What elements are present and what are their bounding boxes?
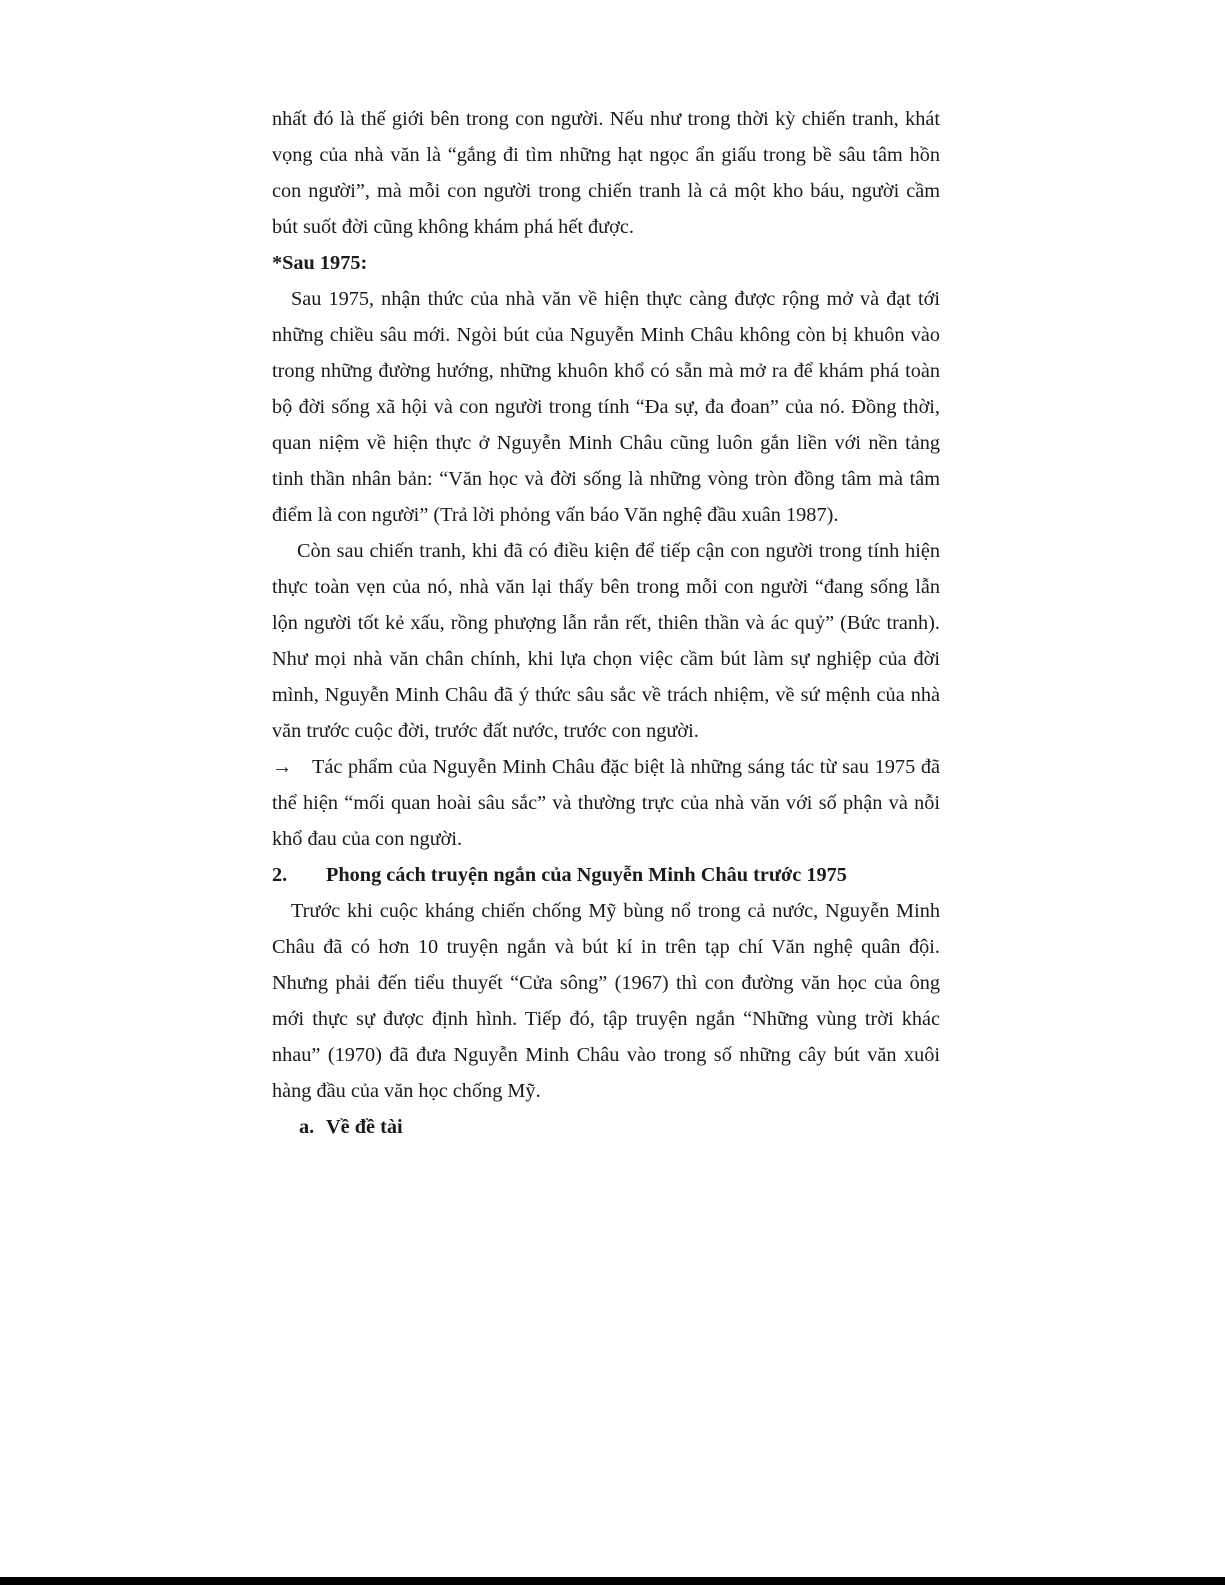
arrow-icon: → <box>272 756 293 778</box>
section-2-title: Phong cách truyện ngắn của Nguyễn Minh Châu trước 1975 <box>326 864 847 886</box>
subsection-a-title: Về đề tài <box>326 1116 403 1138</box>
paragraph-after-1975-reality: Sau 1975, nhận thức của nhà văn về hiện thực càng được rộng mở và đạt tới những chiều sâu mới. Ngòi bút của Nguyễn Minh Châu không còn bị khuôn vào trong những đường hướng, những khuôn khổ có sẵn mà mở ra để khám phá toàn bộ đời sống xã hội và con người trong tính “Đa sự, đa đoan” của nó. Đồng thời, quan niệm về hiện thực ở Nguyễn Minh Châu cũng luôn gắn liền với nền tảng tinh thần nhân bản: “Văn học và đời sống là những vòng tròn đồng tâm mà tâm điểm là con người” (Trả lời phỏng vấn báo Văn nghệ đầu xuân 1987). <box>272 288 940 526</box>
subsection-a-letter: a. <box>299 1116 315 1138</box>
paragraph-intro: nhất đó là thế giới bên trong con người. Nếu như trong thời kỳ chiến tranh, khát vọng của nhà văn là “gắng đi tìm những hạt ngọc ẩn giấu trong bề sâu tâm hồn con người”, mà mỗi con người trong chiến tranh là cả một kho báu, người cầm bút suốt đời cũng không khám phá hết được. <box>272 108 940 238</box>
paragraph-after-1975-humanity: Còn sau chiến tranh, khi đã có điều kiện để tiếp cận con người trong tính hiện thực toàn vẹn của nó, nhà văn lại thấy bên trong mỗi con người “đang sống lẫn lộn người tốt kẻ xấu, rồng phượng lẫn rắn rết, thiên thần và ác quỷ” (Bức tranh). Như mọi nhà văn chân chính, khi lựa chọn việc cầm bút làm sự nghiệp của đời mình, Nguyễn Minh Châu đã ý thức sâu sắc về trách nhiệm, về sứ mệnh của nhà văn trước cuộc đời, trước đất nước, trước con người. <box>272 540 940 742</box>
subsection-a-heading <box>272 1109 940 1145</box>
paragraph-conclusion <box>272 749 940 857</box>
scan-bottom-edge <box>0 1577 1225 1585</box>
document-page <box>272 101 940 1145</box>
section-2-heading <box>272 857 940 893</box>
conclusion-text: Tác phẩm của Nguyễn Minh Châu đặc biệt là những sáng tác từ sau 1975 đã thể hiện “mối quan hoài sâu sắc” và thường trực của nhà văn với số phận và nỗi khổ đau của con người. <box>272 756 940 850</box>
heading-after-1975: *Sau 1975: <box>272 252 368 274</box>
section-2-number: 2. <box>272 864 288 886</box>
scan-speck <box>1049 1251 1050 1252</box>
paragraph-section-2: Trước khi cuộc kháng chiến chống Mỹ bùng nổ trong cả nước, Nguyễn Minh Châu đã có hơn 10 truyện ngắn và bút kí in trên tạp chí Văn nghệ quân đội. Nhưng phải đến tiểu thuyết “Cửa sông” (1967) thì con đường văn học của ông mới thực sự được định hình. Tiếp đó, tập truyện ngắn “Những vùng trời khác nhau” (1970) đã đưa Nguyễn Minh Châu vào trong số những cây bút văn xuôi hàng đầu của văn học chống Mỹ. <box>272 900 940 1102</box>
